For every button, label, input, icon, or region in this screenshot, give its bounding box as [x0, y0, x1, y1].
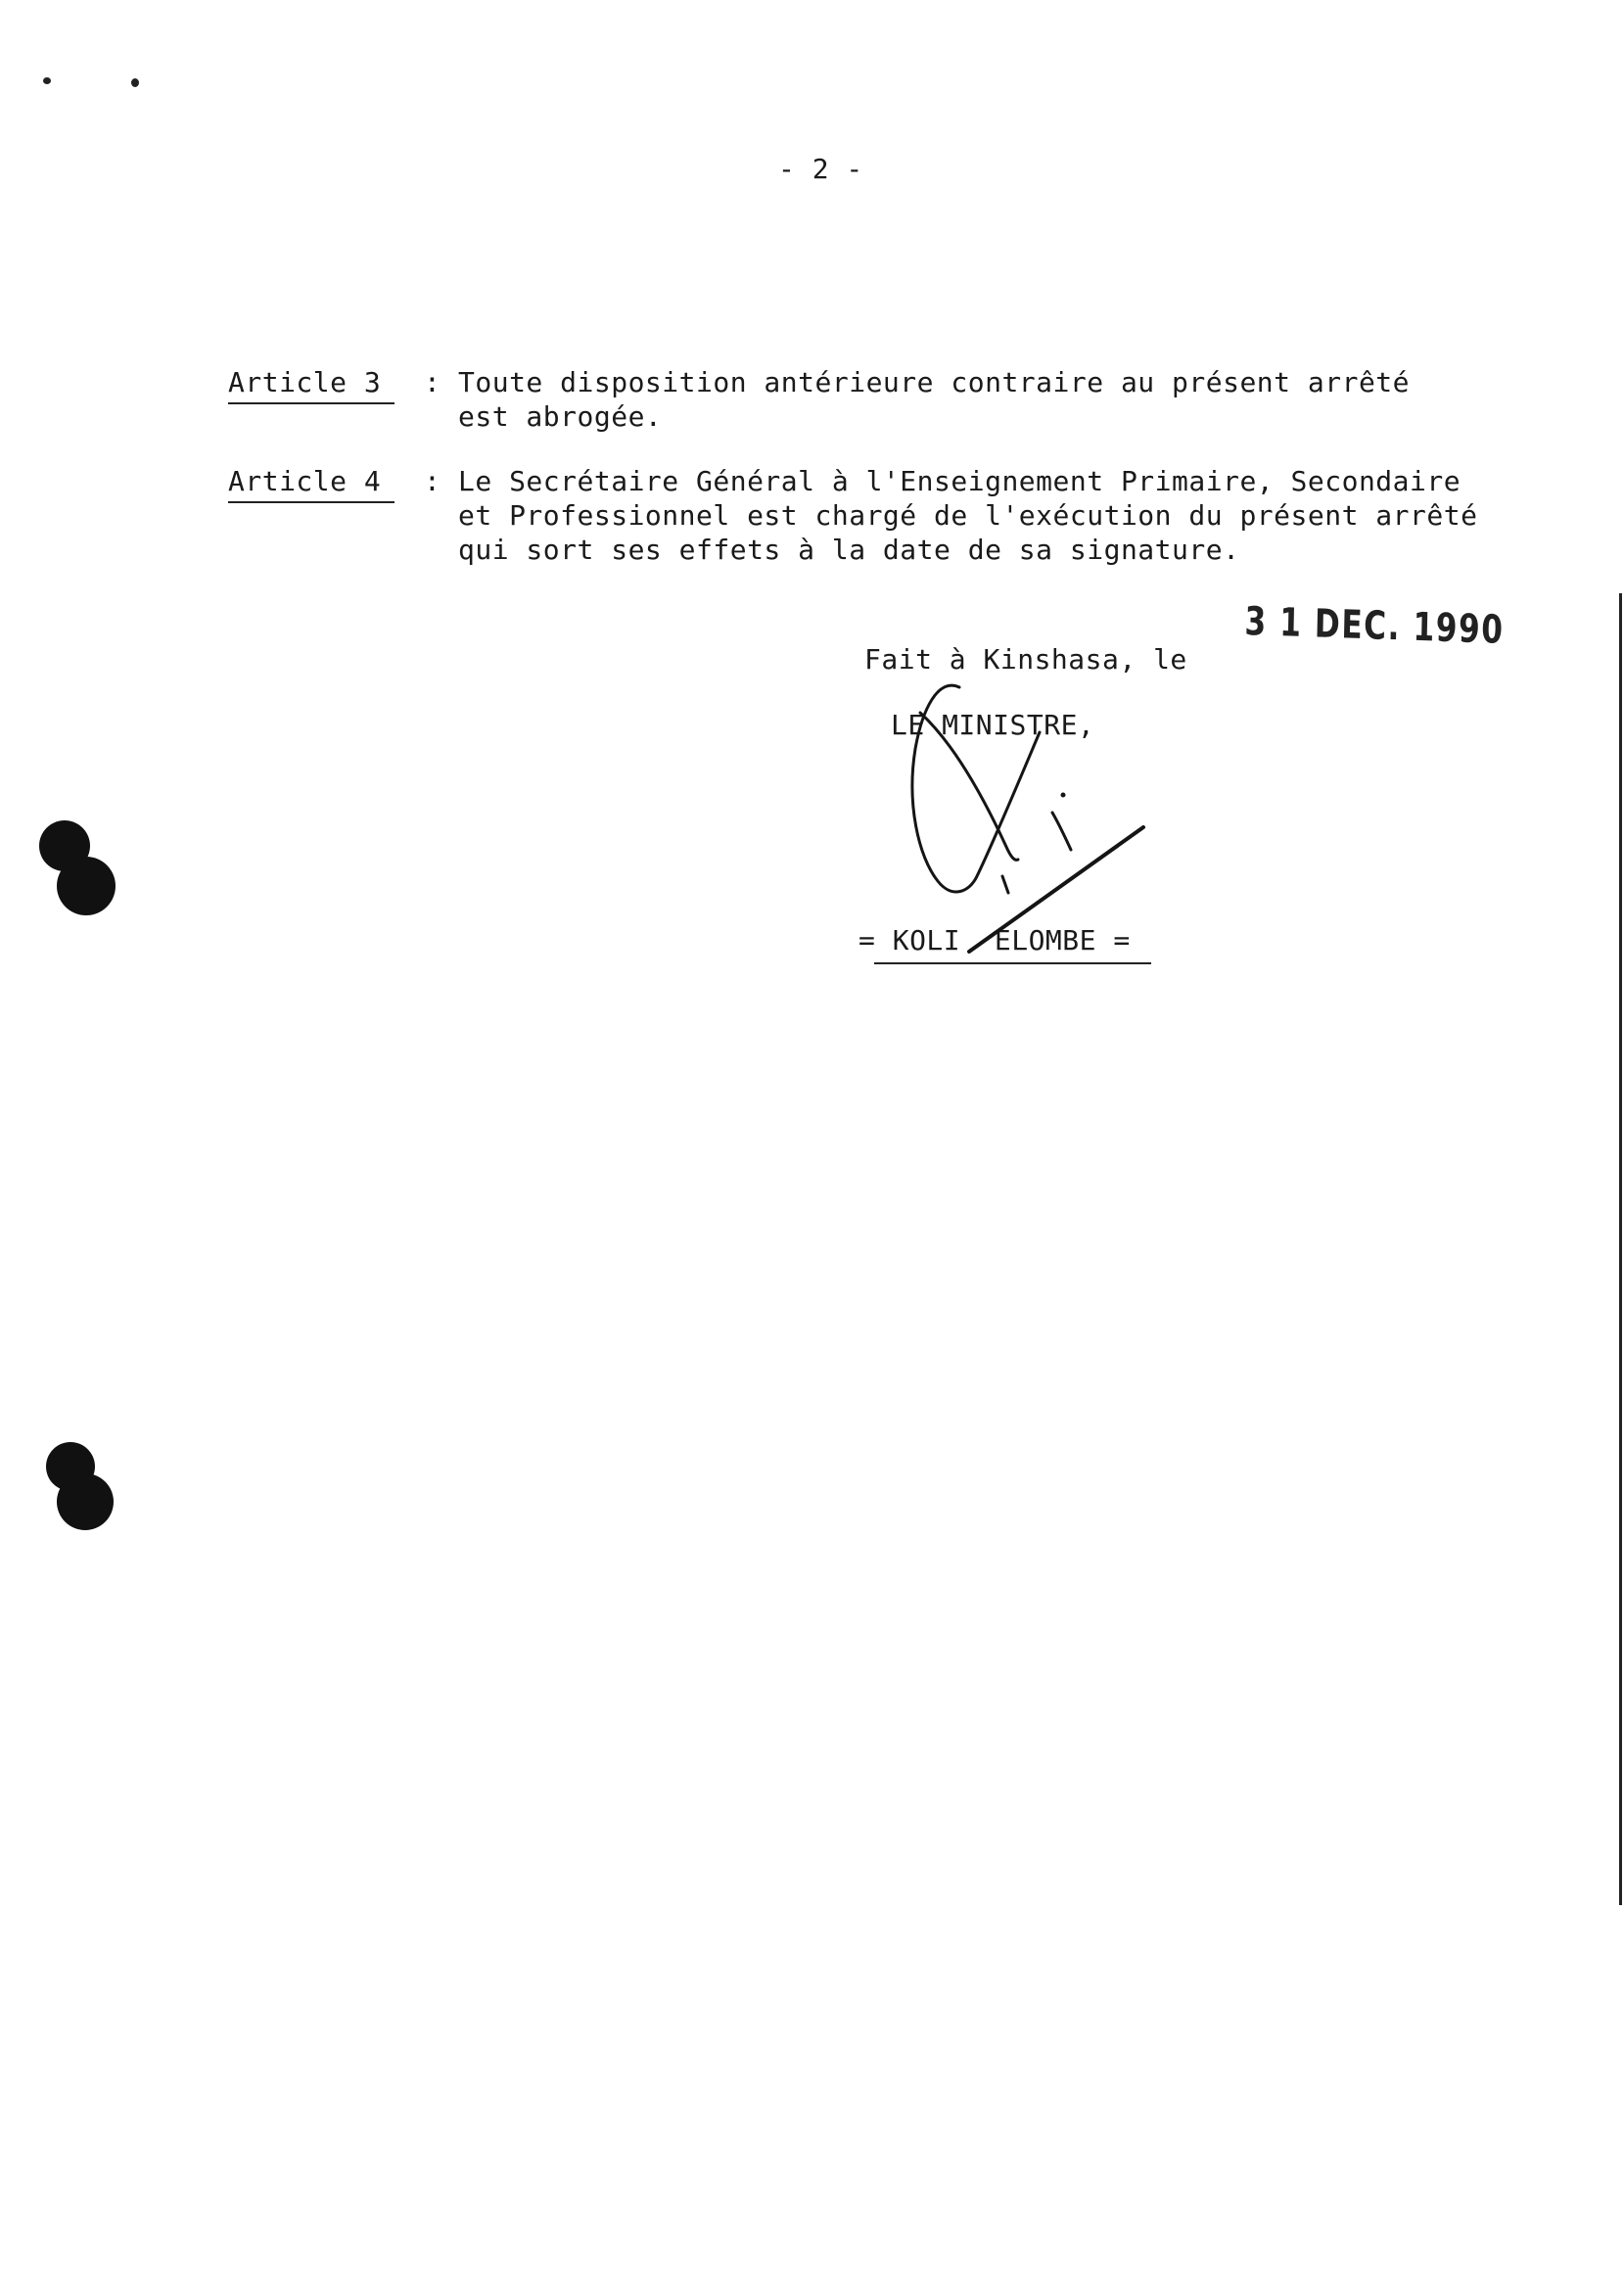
- punch-hole: [57, 1473, 114, 1530]
- name-underline: [874, 962, 1151, 964]
- minister-title: LE MINISTRE,: [891, 709, 1095, 741]
- punch-hole: [57, 857, 116, 915]
- article-label: Article 4: [228, 464, 394, 503]
- scan-speck: [43, 77, 51, 84]
- article-colon: :: [424, 465, 441, 497]
- article-colon: :: [424, 366, 441, 398]
- page-number: - 2 -: [778, 153, 863, 185]
- signature-mark: [1002, 876, 1008, 893]
- scan-edge-line: [1619, 593, 1622, 1905]
- signature-dot: [1061, 793, 1066, 798]
- minister-name: = KOLI ELOMBE =: [858, 924, 1131, 956]
- scan-speck: [131, 78, 139, 87]
- article-label: Article 3: [228, 365, 394, 404]
- date-stamp: 3 1 DEC. 1990: [1244, 599, 1505, 653]
- signature-tick: [1052, 813, 1071, 850]
- place-line: Fait à Kinshasa, le: [864, 643, 1187, 676]
- article-text: Toute disposition antérieure contraire au présent arrêté est abrogée.: [458, 366, 1411, 433]
- article-text: Le Secrétaire Général à l'Enseignement Primaire, Secondaire et Professionnel est chargé de l'exécution du présent arrêté qui sort ses effets à la date de sa signature.: [458, 465, 1478, 566]
